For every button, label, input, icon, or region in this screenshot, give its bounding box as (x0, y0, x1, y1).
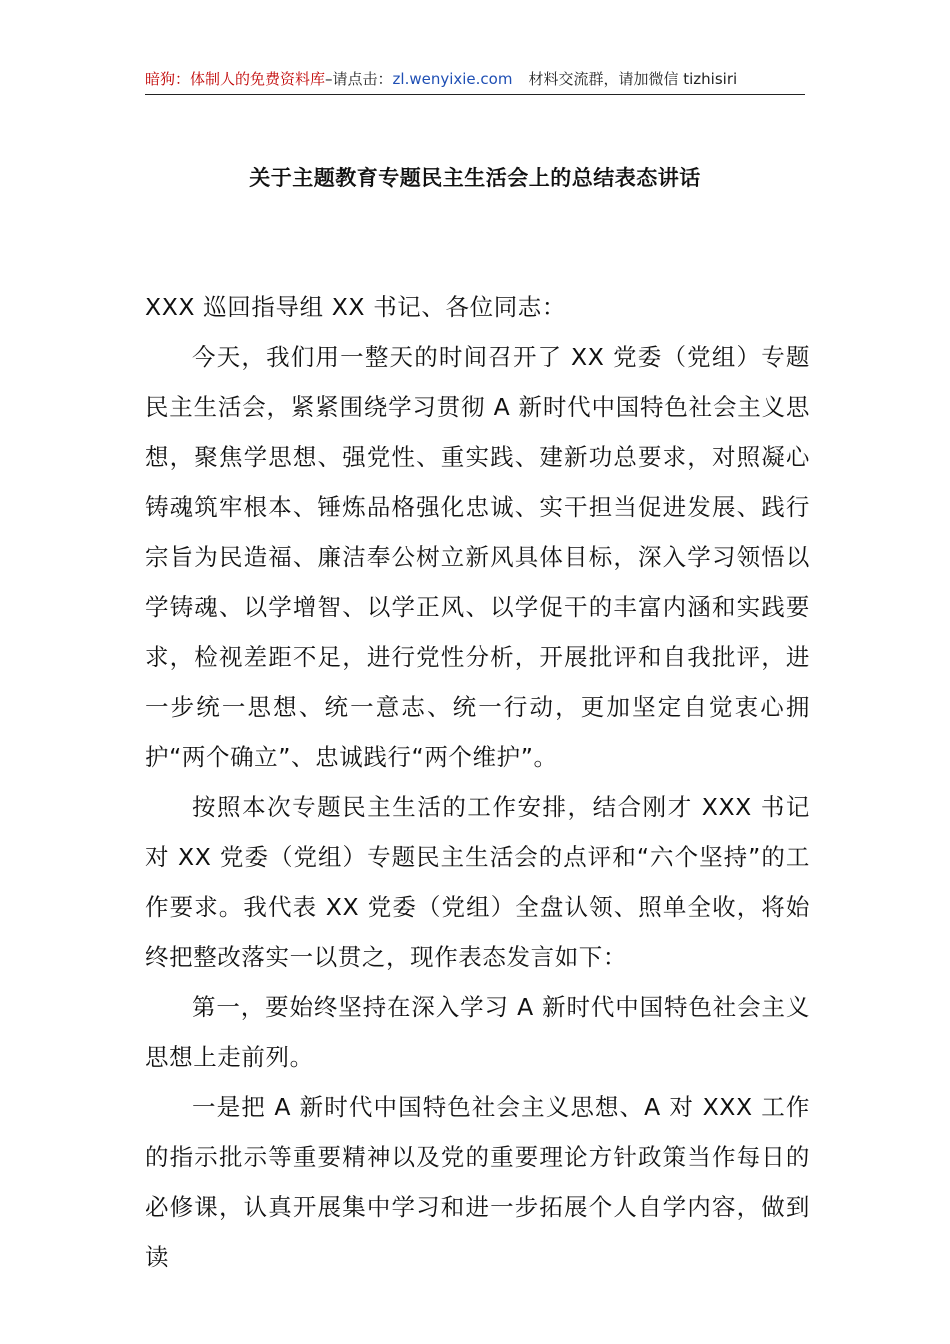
site-label: 暗狗：体制人的免费资料库 (145, 70, 326, 88)
document-body (145, 282, 810, 1282)
paragraph: 一是把 A 新时代中国特色社会主义思想、A 对 XXX 工作的指示批示等重要精神以及党的重要理论方针政策当作每日的必修课，认真开展集中学习和进一步拓展个人自学内容，做到读 (145, 1093, 810, 1271)
site-url-link[interactable]: zl.wenyixie.com (392, 70, 513, 88)
page-header (145, 68, 805, 95)
paragraph: 按照本次专题民主生活的工作安排，结合刚才 XXX 书记对 XX 党委（党组）专题民主生活会的点评和“六个坚持”的工作要求。我代表 XX 党委（党组）全盘认领、照单全收，将始终把整改落实一以贯之，现作表态发言如下： (145, 793, 810, 971)
contact-info: 材料交流群，请加微信 tizhisiri (528, 70, 738, 88)
paragraph: 今天，我们用一整天的时间召开了 XX 党委（党组）专题民主生活会，紧紧围绕学习贯彻 A 新时代中国特色社会主义思想，聚焦学思想、强党性、重实践、建新功总要求，对照凝心铸魂筑牢根本、锤炼品格强化忠诚、实干担当促进发展、践行宗旨为民造福、廉洁奉公树立新风具体目标，深入学习领悟以学铸魂、以学增智、以学正风、以学促干的丰富内涵和实践要求，检视差距不足，进行党性分析，开展批评和自我批评，进一步统一思想、统一意志、统一行动，更加坚定自觉衷心拥护“两个确立”、忠诚践行“两个维护”。 (145, 343, 810, 771)
paragraph: 第一，要始终坚持在深入学习 A 新时代中国特色社会主义思想上走前列。 (145, 993, 810, 1071)
click-prompt: –请点击： (325, 70, 393, 88)
salutation: XXX 巡回指导组 XX 书记、各位同志： (145, 293, 567, 321)
document-title: 关于主题教育专题民主生活会上的总结表态讲话 (249, 166, 701, 190)
